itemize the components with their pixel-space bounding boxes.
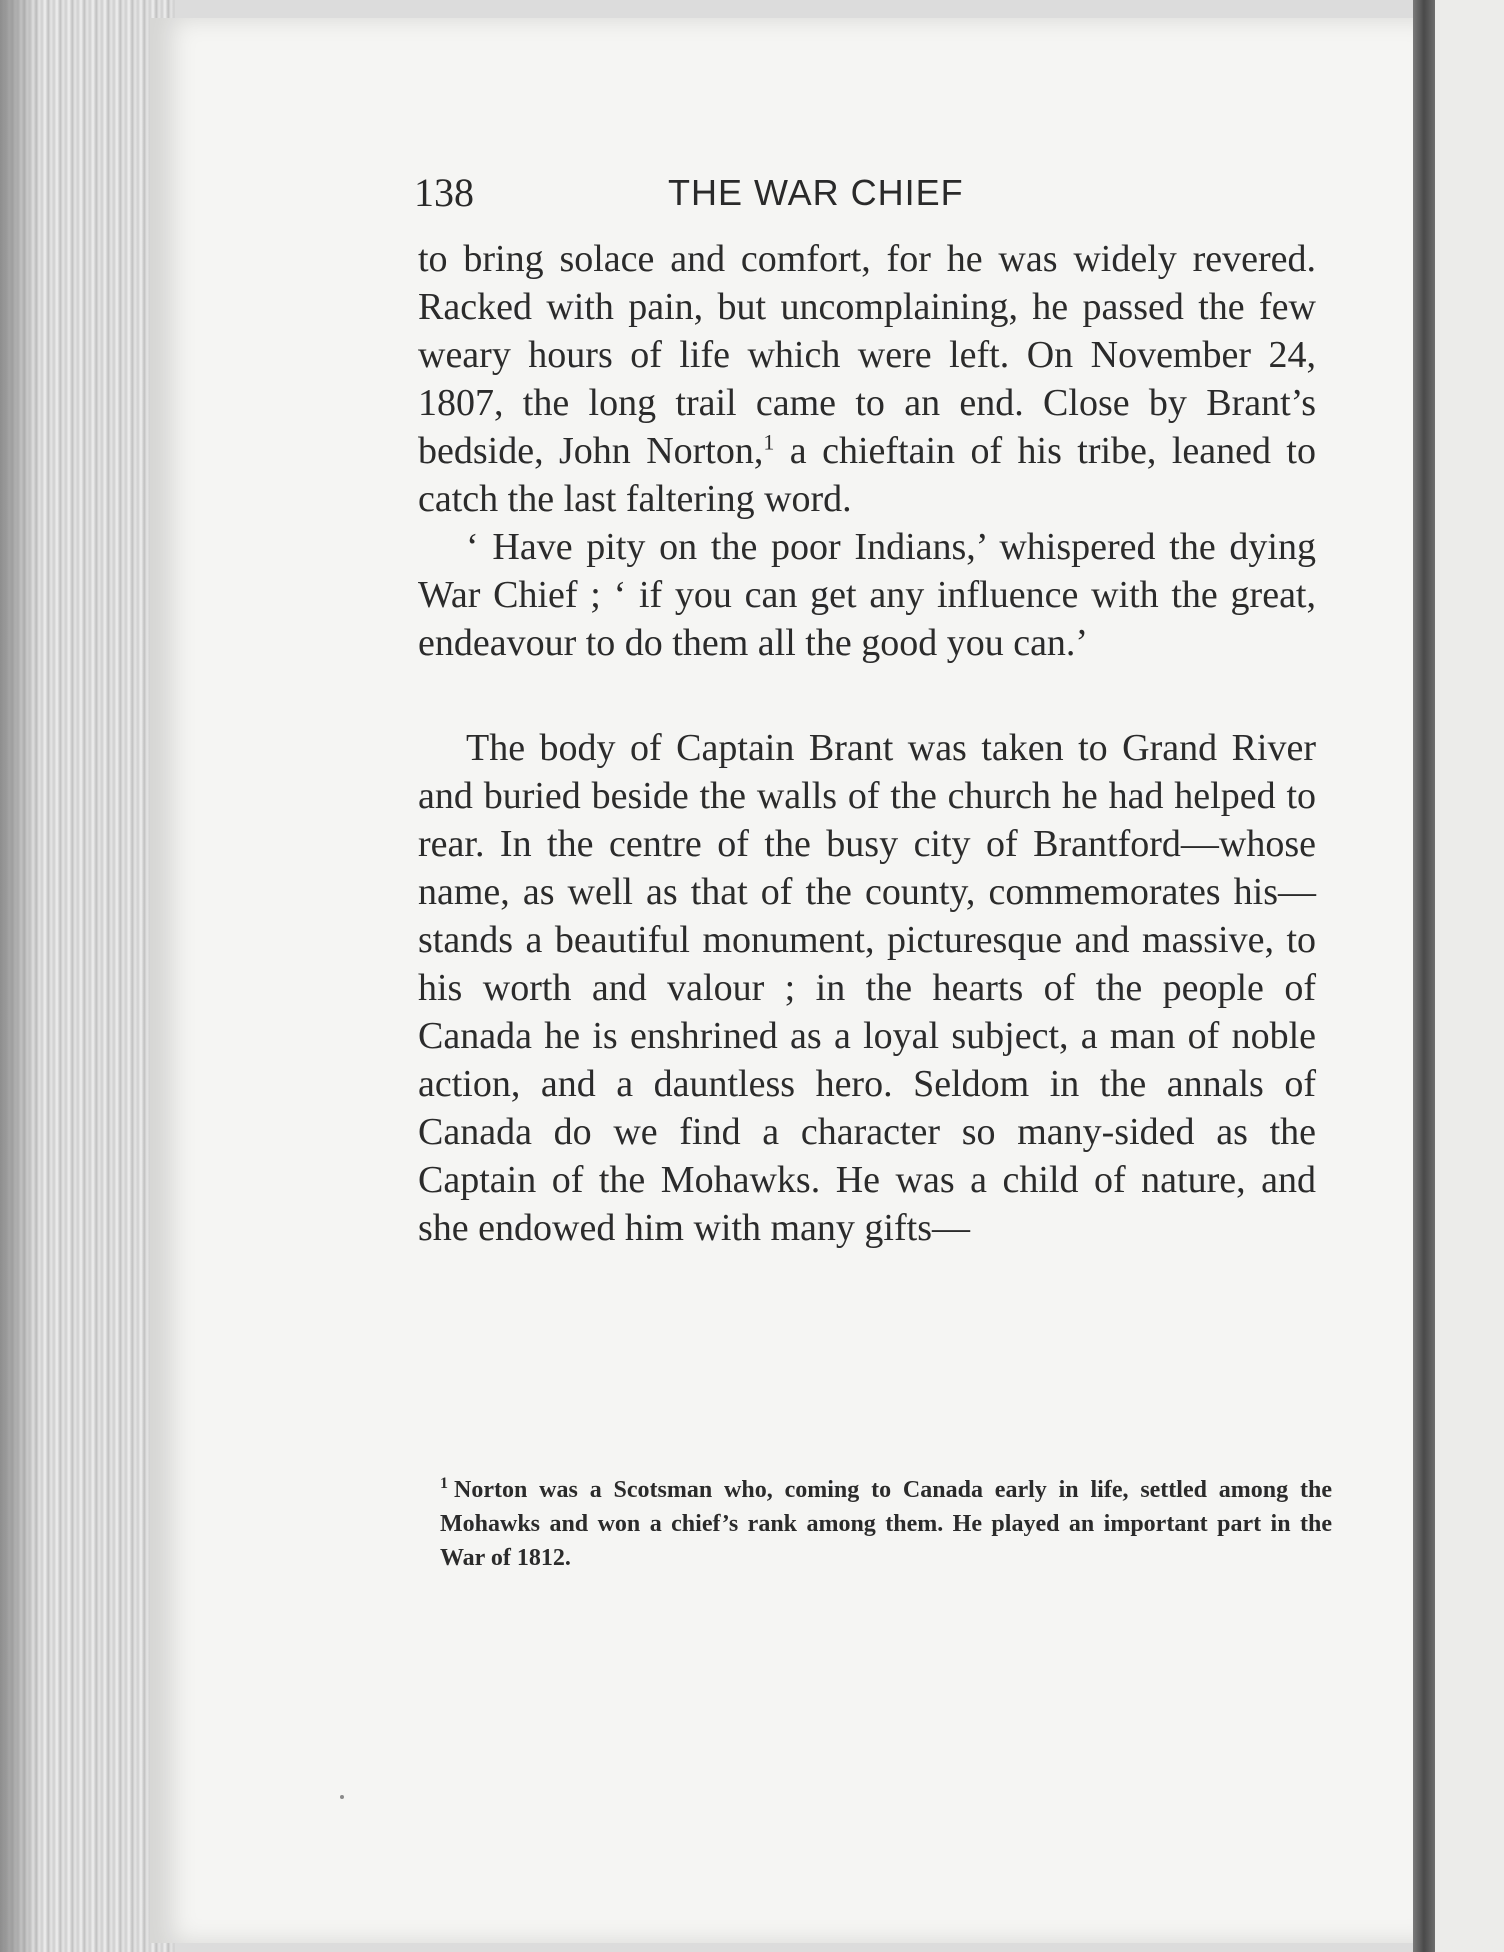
section-break bbox=[418, 667, 1316, 724]
paragraph-text: a chieftain of his tribe, leaned to catch the last faltering word. bbox=[418, 430, 1316, 520]
paragraph bbox=[418, 235, 1316, 523]
stacked-page-edges bbox=[0, 0, 175, 1952]
footnote bbox=[440, 1473, 1332, 1575]
paragraph: ‘ Have pity on the poor Indians,’ whispered the dying War Chief ; ‘ if you can get any influence with the great, endeavour to do them all the good you can.’ bbox=[418, 526, 1316, 664]
page-number: 138 bbox=[414, 170, 474, 215]
paragraph: The body of Captain Brant was taken to Grand River and buried beside the walls of the church he had helped to rear. In the centre of the busy city of Brantford—whose name, as well as that of the county, commemorates his—stands a beautiful monument, picturesque and massive, to his worth and valour ; in the hearts of the people of Canada he is enshrined as a loyal subject, a man of noble action, and a dauntless hero. Seldom in the annals of Canada do we find a character so many-sided as the Captain of the Mohawks. He was a child of nature, and she endowed him with many gifts— bbox=[418, 727, 1316, 1249]
scan-speck bbox=[340, 1795, 344, 1799]
book-gutter bbox=[1413, 0, 1435, 1952]
footnote-marker: 1 bbox=[440, 1475, 448, 1492]
body-text bbox=[418, 235, 1316, 1252]
footnote-reference: 1 bbox=[763, 429, 775, 455]
footnote-text: Norton was a Scotsman who, coming to Canada early in life, settled among the Mohawks and won a chief’s rank among them. He played an important part in the War of 1812. bbox=[440, 1477, 1332, 1571]
running-head bbox=[414, 165, 1314, 221]
running-title: THE WAR CHIEF bbox=[668, 172, 964, 213]
paragraph-text: to bring solace and comfort, for he was widely revered. Racked with pain, but uncomplaining, he passed the few weary hours of life which were left. On November 24, 1807, the long trail came to an end. Close by Brant’s bedside, John Norton, bbox=[418, 238, 1316, 472]
facing-page-edge bbox=[1435, 0, 1504, 1952]
